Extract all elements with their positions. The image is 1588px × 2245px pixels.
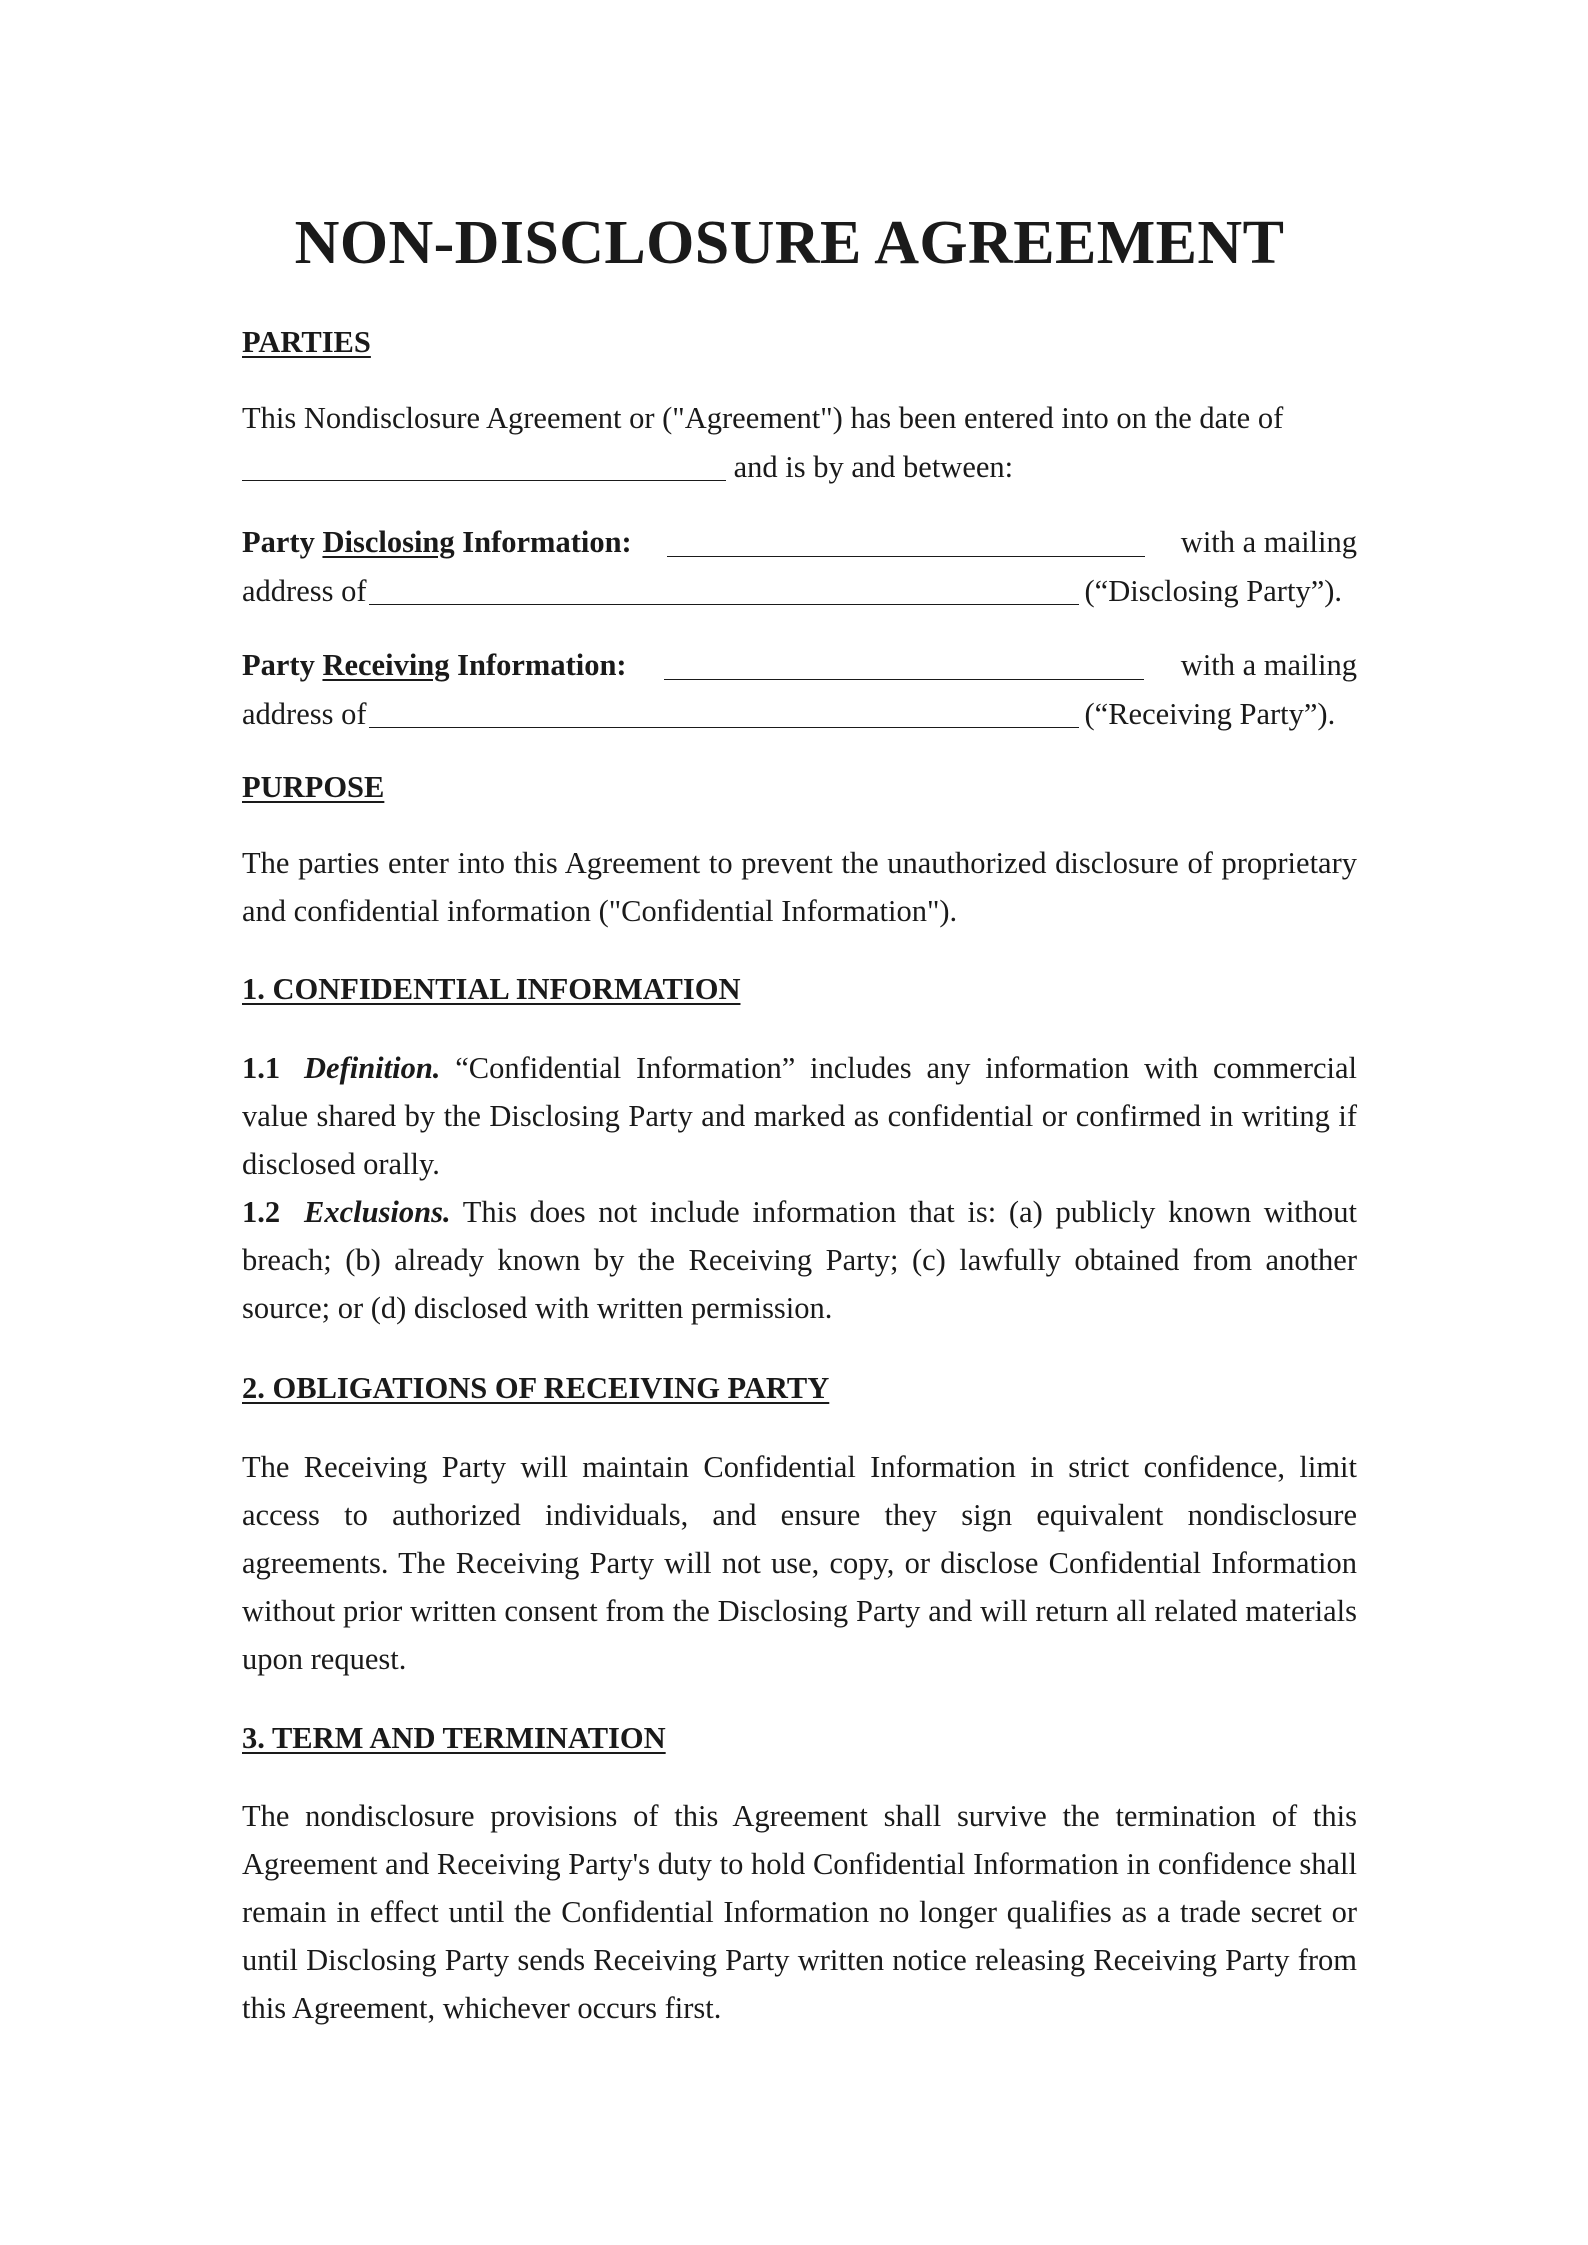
- purpose-text: The parties enter into this Agreement to prevent the unauthorized disclosure of proprietary and confidential information ("Confidential Information").: [242, 846, 1357, 928]
- receiving-address-label: address of: [242, 697, 367, 731]
- disclosing-party-label: Party Disclosing Information:: [242, 525, 632, 559]
- disclosing-party-line: [242, 518, 1357, 566]
- disclosing-address-blank[interactable]: [369, 570, 1079, 605]
- disclosing-address-line: [242, 566, 1357, 615]
- purpose-heading: PURPOSE: [242, 770, 385, 804]
- parties-intro-line1: This Nondisclosure Agreement or ("Agreement") has been entered into on the date of: [242, 401, 1284, 435]
- section1-heading: 1. CONFIDENTIAL INFORMATION: [242, 972, 741, 1006]
- parties-intro-tail: and is by and between:: [733, 450, 1014, 484]
- clause-1-2-number: 1.2: [242, 1195, 281, 1229]
- receiving-party-name-blank[interactable]: [664, 645, 1144, 680]
- receiving-party-line: [242, 641, 1357, 689]
- agreement-date-blank[interactable]: [242, 446, 726, 481]
- section2-heading: 2. OBLIGATIONS OF RECEIVING PARTY: [242, 1371, 830, 1405]
- section3-text: The nondisclosure provisions of this Agreement shall survive the termination of this Agreement and Receiving Party's duty to hold Confidential Information in confidence shall remain in effect until the Confidential Information no longer qualifies as a trade secret or until Disclosing Party sends Receiving Party written notice releasing Receiving Party from this Agreement, whichever occurs first.: [242, 1799, 1357, 2025]
- disclosing-address-label: address of: [242, 574, 367, 608]
- clause-1-2: [242, 1188, 1357, 1332]
- clause-1-2-text: This does not include information that is: (a) publicly known without breach; (b) already known by the Receiving Party; (c) lawfully obtained from another source; or (d) disclosed with written permission.: [242, 1195, 1358, 1325]
- section3-heading: 3. TERM AND TERMINATION: [242, 1721, 666, 1755]
- receiving-mailing-text: with a mailing: [1180, 648, 1357, 682]
- disclosing-mailing-text: with a mailing: [1180, 525, 1357, 559]
- receiving-designation: (“Receiving Party”).: [1084, 697, 1336, 731]
- parties-intro-line2: [242, 442, 1357, 491]
- disclosing-party-name-blank[interactable]: [667, 522, 1145, 557]
- receiving-address-line: [242, 689, 1357, 738]
- disclosing-designation: (“Disclosing Party”).: [1084, 574, 1343, 608]
- clause-1-1-number: 1.1: [242, 1051, 281, 1085]
- receiving-party-label: Party Receiving Information:: [242, 648, 627, 682]
- receiving-address-blank[interactable]: [369, 693, 1079, 728]
- clause-1-2-name: Exclusions.: [304, 1195, 451, 1229]
- section2-text: The Receiving Party will maintain Confidential Information in strict confidence, limit access to authorized individuals, and ensure they sign equivalent nondisclosure agreements. The Receiving Party will not use, copy, or disclose Confidential Information without prior written consent from the Disclosing Party and will return all related materials upon request.: [242, 1450, 1357, 1676]
- clause-1-1-name: Definition.: [304, 1051, 441, 1085]
- document-title: NON-DISCLOSURE AGREEMENT: [294, 209, 1285, 277]
- clause-1-1-text: “Confidential Information” includes any information with commercial value shared by the Disclosing Party and marked as confidential or confirmed in writing if disclosed orally.: [242, 1051, 1358, 1181]
- clause-1-1: [242, 1044, 1357, 1188]
- parties-heading: PARTIES: [242, 325, 371, 359]
